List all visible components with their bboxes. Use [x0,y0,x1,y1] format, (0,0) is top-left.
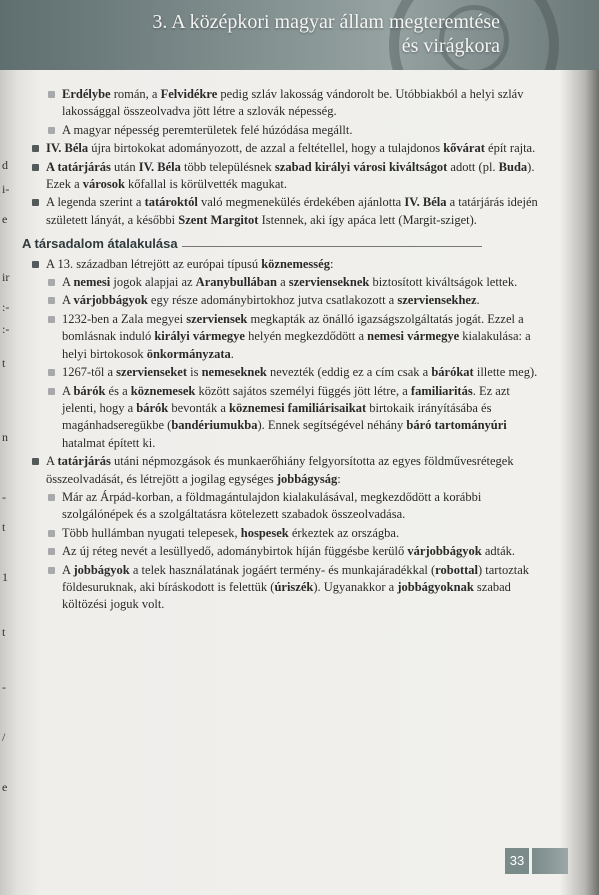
list-item-text: 1267-től a szervienseket is nemeseknek nevezték (eddig ez a cím csak a bárókat illette meg). [62,365,538,380]
bullet-icon [32,145,39,152]
page-content [22,86,542,615]
list-item-text: A várjobbágyok egy része adománybirtokhoz jutva csatlakozott a szerviensekhez. [62,293,480,308]
bullet-icon [32,261,39,268]
list-item-text: Az új réteg nevét a lesüllyedő, adománybirtok híján függésbe kerülő várjobbágyok adták. [62,544,516,559]
chapter-header [0,0,599,70]
margin-fragment: - [2,490,6,504]
list-item-text: Több hullámban nyugati telepesek, hospesek érkeztek az országba. [62,525,400,540]
bullet-icon [48,316,55,323]
list-item [32,453,542,488]
margin-fragment: e [2,212,8,226]
margin-fragment: t [2,625,6,639]
list-item [48,364,542,381]
margin-fragment: d [2,158,8,172]
list-item-text: A jobbágyok a telek használatának jogáért termény- és munkajáradékkal (robottal) tartoztak földesuruknak, aki bíráskodott is felettük (úriszék). Ugyanakkor a jobbágyoknak szabad költözési joguk volt. [62,562,530,612]
margin-fragment: n [2,430,8,444]
chapter-title-line2: és virágkora [401,35,500,57]
list-item [32,159,542,194]
list-item [48,525,542,542]
bullet-icon [48,127,55,134]
bullet-icon [48,494,55,501]
list-item [48,274,542,291]
list-item-text: 1232-ben a Zala megyei szerviensek megkapták az önálló igazságszolgáltatás jogát. Ezzel a bomlásnak induló királyi vármegye helyén megkezdődött a nemesi vármegye kialakulása: a helyi birtokosok önkormányzata. [62,311,531,361]
margin-fragment: t [2,520,6,534]
left-margin-cutoff-text [0,0,14,895]
margin-fragment: :- [2,300,10,314]
list-item-text: A magyar népesség peremterületek felé húzódása megállt. [62,122,353,137]
list-item-text: A bárók és a köznemesek között sajátos személyi függés jött létre, a familiaritás. Ez azt jelenti, hogy a bárók bevonták a köznemesi familiárisaikat birtokaik irányításába és magánhadseregükbe (bandériumukba). Ennek segítségével néhány báró tartományúri hatalmat épített ki. [62,383,510,450]
list-item [32,256,542,273]
section-society [32,256,542,614]
list-item [48,562,542,614]
margin-fragment: - [2,680,6,694]
heading-rule [182,246,482,247]
list-item-text: A legenda szerint a tatároktól való megmenekülés érdekében ajánlotta IV. Béla a tatárjárás idején született lányát, a későbbi Szent Margitot Istennek, aki így apáca lett (Margit-sziget). [46,195,538,227]
bullet-icon [48,279,55,286]
bullet-icon [48,548,55,555]
page-number: 33 [505,848,529,874]
bullet-icon [48,91,55,98]
chapter-title [100,10,500,58]
list-item [48,383,542,453]
bullet-icon [48,388,55,395]
list-item [48,122,542,139]
list-item-text: A tatárjárás utáni népmozgások és munkaerőhiány felgyorsította az egyes földművesrétegek összeolvadását, és létrejött a jogilag egységes jobbágyság: [46,454,514,486]
list-item [48,489,542,524]
page-number-bar [532,848,568,874]
margin-fragment: e [2,780,8,794]
list-item [48,311,542,363]
list-item-text: A nemesi jogok alapjai az Aranybullában a szervienseknek biztosított kiváltságok lettek. [62,275,518,290]
chapter-title-line1: 3. A középkori magyar állam megteremtése [152,11,500,33]
margin-fragment: ir [2,270,10,284]
list-item-text: A 13. században létrejött az európai típusú köznemesség: [46,256,334,271]
list-item [32,140,542,157]
bullet-icon [32,164,39,171]
list-item-text: IV. Béla újra birtokokat adományozott, de azzal a feltétellel, hogy a tulajdonos kővárat épít rajta. [46,141,536,156]
margin-fragment: :- [2,322,10,336]
list-item [48,86,542,121]
list-item-text: Erdélybe román, a Felvidékre pedig szláv lakosság vándorolt be. Utóbbiakból a helyi szláv lakossággal összeolvadva jött létre a szlovák népesség. [62,87,524,119]
list-item [32,194,542,229]
margin-fragment: / [2,730,6,744]
margin-fragment: t [2,356,6,370]
margin-fragment: i- [2,182,10,196]
list-item [48,543,542,560]
bullet-icon [48,369,55,376]
list-item [48,292,542,309]
list-item-text: A tatárjárás után IV. Béla több településnek szabad királyi városi kiváltságot adott (pl. Buda). Ezek a városok kőfallal is körülvették magukat. [46,159,535,192]
margin-fragment: 1 [2,570,8,584]
bullet-icon [32,458,39,465]
section-heading-text: A társadalom átalakulása [22,236,178,252]
bullet-icon [48,567,55,574]
bullet-icon [48,530,55,537]
section-heading-society [22,235,542,252]
bullet-icon [32,199,39,206]
section-state-building [32,86,542,229]
bullet-icon [48,297,55,304]
list-item-text: Már az Árpád-korban, a földmagántulajdon kialakulásával, megkezdődött a korábbi szolgálónépek és a szolgáltatásra kötelezett szabadok összeolvadása. [62,489,482,522]
